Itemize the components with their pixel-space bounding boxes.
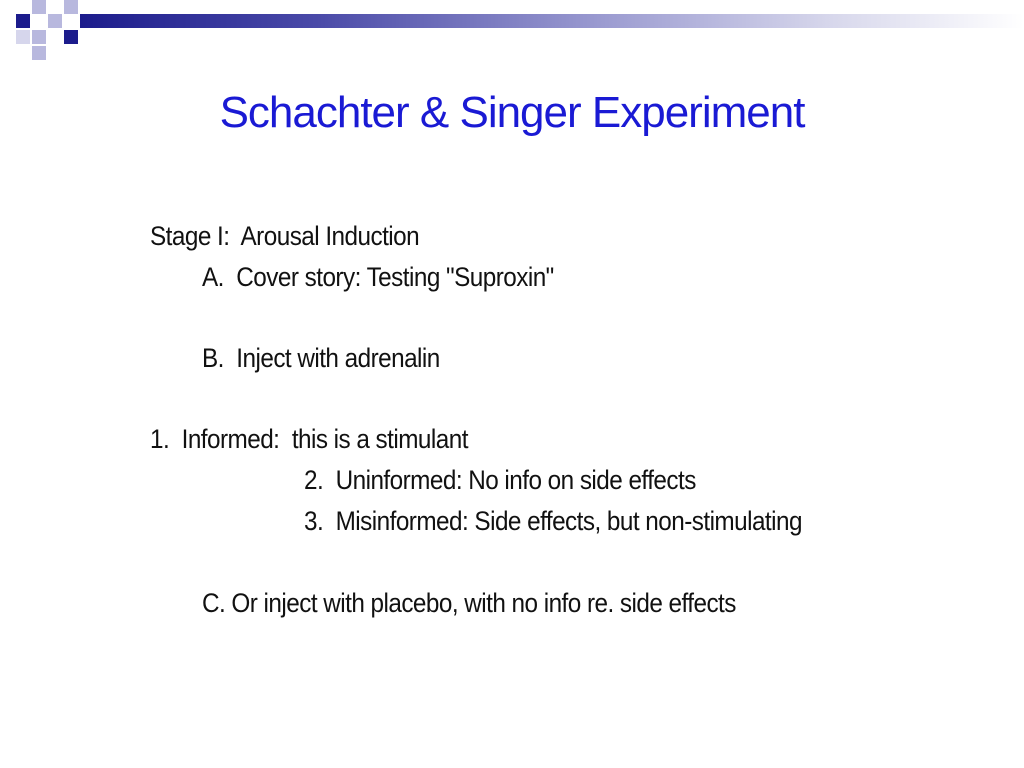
deco-square-light bbox=[48, 14, 62, 28]
deco-square-dark bbox=[64, 30, 78, 44]
point-a: A. Cover story: Testing "Suproxin" bbox=[202, 262, 554, 292]
point-b: B. Inject with adrenalin bbox=[202, 343, 440, 373]
sub-point-1: 1. Informed: this is a stimulant bbox=[150, 424, 468, 454]
sub-point-2: 2. Uninformed: No info on side effects bbox=[304, 465, 696, 495]
deco-square-dark bbox=[16, 14, 30, 28]
deco-square-light bbox=[32, 0, 46, 14]
deco-square-light bbox=[64, 0, 78, 14]
sub-point-3: 3. Misinformed: Side effects, but non-stimulating bbox=[304, 506, 802, 536]
header-gradient-bar bbox=[80, 14, 1024, 28]
deco-square-light bbox=[32, 30, 46, 44]
point-c: C. Or inject with placebo, with no info re. side effects bbox=[202, 588, 736, 618]
deco-square-light bbox=[32, 46, 46, 60]
deco-square-light bbox=[16, 30, 30, 44]
stage-heading: Stage I: Arousal Induction bbox=[150, 221, 420, 251]
slide-title: Schachter & Singer Experiment bbox=[219, 88, 805, 137]
